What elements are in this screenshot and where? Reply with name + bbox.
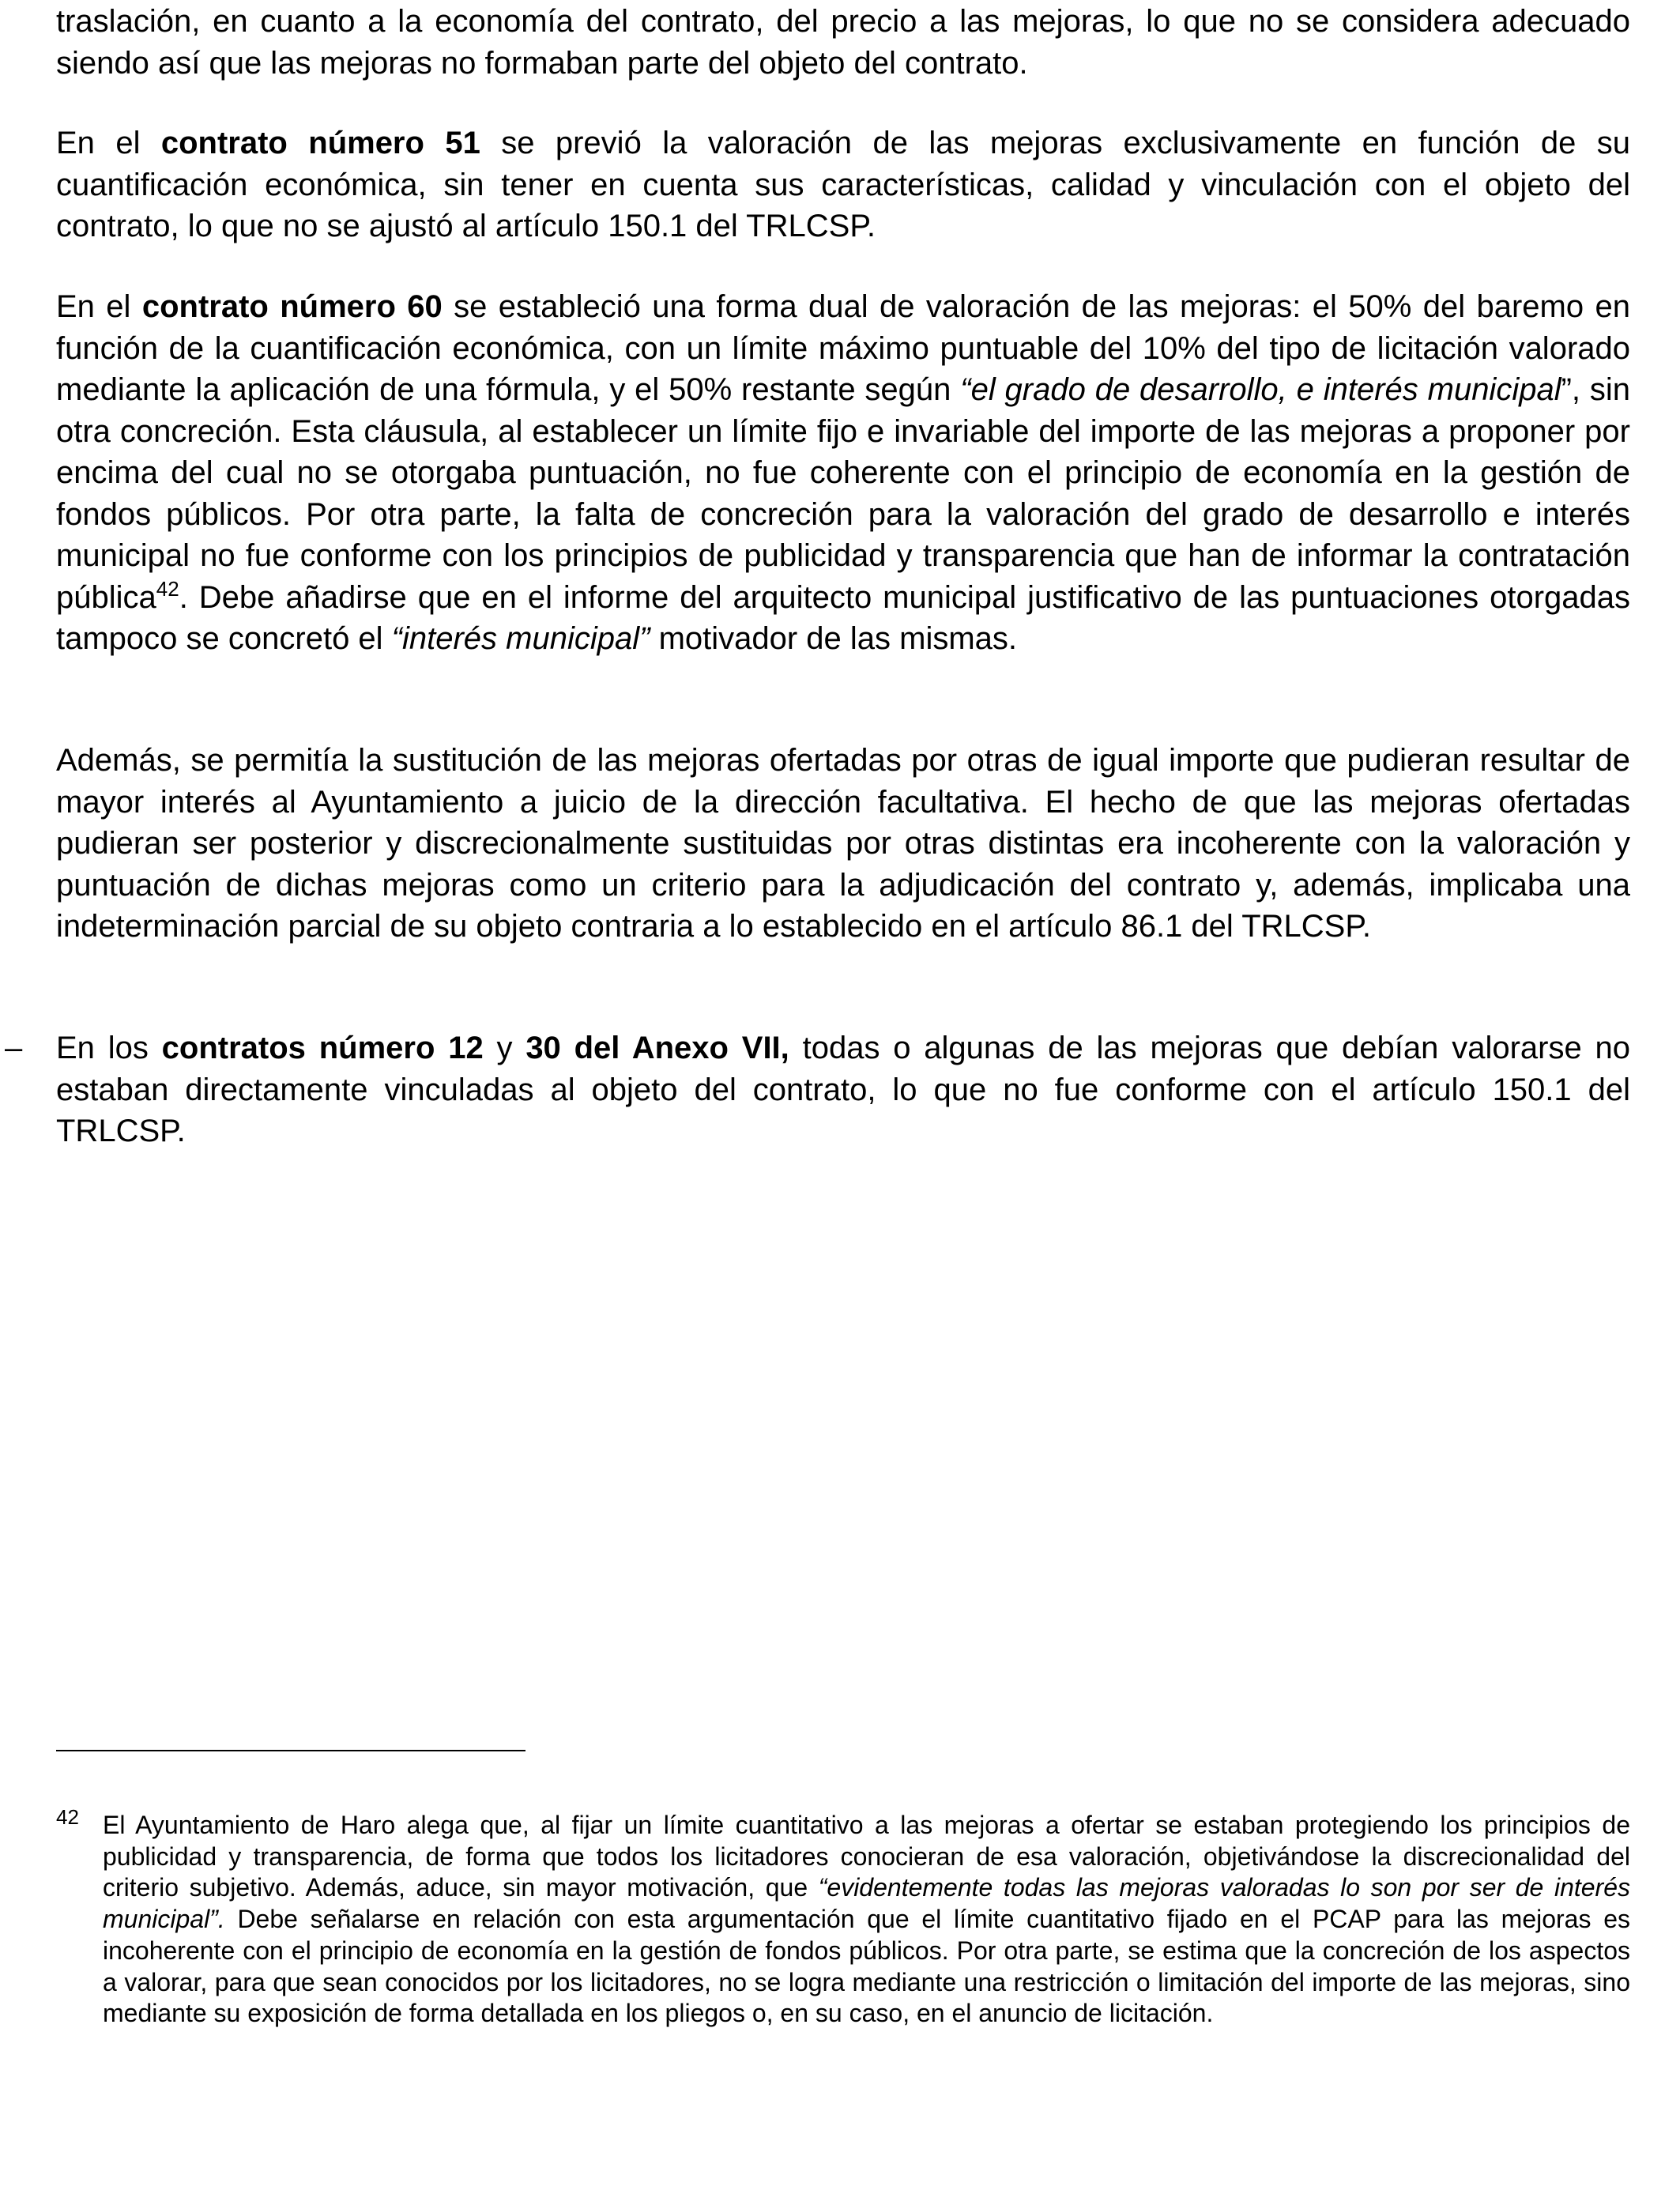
paragraph-text: Además, se permitía la sustitución de las mejoras ofertadas por otras de igual importe que pudieran resultar de mayor interés al Ayuntamiento a juicio de la dirección facultativa. El hecho de que las mejoras ofertadas pudieran ser posterior y discrecionalmente sustituidas por otras distintas era incoherente con la valoración y puntuación de dichas mejoras como un criterio para la adjudicación del contrato y, además, implicaba una indeterminación parcial de su objeto contraria a lo establecido en el artículo 86.1 del TRLCSP.	[56, 743, 1630, 944]
paragraph-contrato-51	[56, 123, 1630, 247]
footnote-reference[interactable]: 42	[156, 576, 179, 601]
text-run: ”, sin otra concreción. Esta cláusula, al establecer un límite fijo e invariable del importe de las mejoras a proponer por encima del cual no se otorgaba puntuación, no fue coherente con el principio de economía en la gestión de fondos públicos. Por otra parte, la falta de concreción para la valoración del grado de desarrollo e interés municipal no fue conforme con los principios de publicidad y transparencia que han de informar la contratación pública	[56, 372, 1631, 615]
paragraph-text: traslación, en cuanto a la economía del contrato, del precio a las mejoras, lo que no se considera adecuado siendo así que las mejoras no formaban parte del objeto del contrato.	[56, 4, 1630, 81]
text-run: Debe señalarse en relación con esta argumentación que el límite cuantitativo fijado en el PCAP para las mejoras es incoherente con el principio de economía en la gestión de fondos públicos. Por otra parte, se estima que la concreción de los aspectos a valorar, para que sean conocidos por los licitadores, no se logra mediante una restricción o limitación del importe de las mejoras, sino mediante su exposición de forma detallada en los pliegos o, en su caso, en el anuncio de licitación.	[103, 1905, 1630, 2028]
paragraph-continuation	[56, 1, 1630, 84]
text-run: El Ayuntamiento de Haro alega que, al fijar un límite cuantitativo a las mejoras a ofertar se estaban protegiendo los principios de publicidad y transparencia, de forma que todos los licitadores conocieran de esa valoración, objetivándose la discrecionalidad del criterio subjetivo. Además, aduce, sin mayor motivación, que	[103, 1811, 1630, 1902]
text-run: y	[483, 1031, 526, 1065]
footnote-separator	[56, 1750, 525, 1751]
bullet-text	[56, 1027, 1630, 1152]
bold-contract-ref: contrato número 51	[160, 126, 480, 160]
text-run: todas o algunas de las mejoras que debían valorarse no estaban directamente vinculadas al objeto del contrato, lo que no fue conforme con el artículo 150.1 del TRLCSP.	[56, 1031, 1631, 1148]
italic-quote: “evidentemente todas las mejoras valoradas lo son por ser de interés municipal”.	[103, 1873, 1631, 1934]
footnote-text	[103, 1810, 1630, 2030]
italic-quote: “el grado de desarrollo, e interés municipal	[960, 372, 1561, 407]
text-run: . Debe añadirse que en el informe del arquitecto municipal justificativo de las puntuaciones otorgadas tampoco se concretó el	[56, 579, 1630, 656]
text-run: En el	[56, 289, 142, 324]
text-run: En los	[56, 1031, 162, 1065]
footnote-number: 42	[56, 1805, 79, 1829]
bold-contract-ref: 30 del Anexo VII,	[525, 1031, 789, 1065]
text-run: se estableció una forma dual de valoración de las mejoras: el 50% del baremo en función de la cuantificación económica, con un límite máximo puntuable del 10% del tipo de licitación valorado mediante la aplicación de una fórmula, y el 50% restante según	[56, 289, 1630, 407]
text-run: se previó la valoración de las mejoras exclusivamente en función de su cuantificación económica, sin tener en cuenta sus características, calidad y vinculación con el objeto del contrato, lo que no se ajustó al artículo 150.1 del TRLCSP.	[56, 126, 1630, 243]
text-run: motivador de las mismas.	[650, 621, 1018, 656]
bold-contract-ref: contratos número 12	[161, 1031, 484, 1065]
bold-contract-ref: contrato número 60	[141, 289, 443, 324]
paragraph-contrato-60	[56, 286, 1630, 660]
dash-bullet-icon: –	[5, 1031, 23, 1065]
text-run: En el	[56, 126, 161, 160]
italic-quote: “interés municipal”	[391, 621, 650, 656]
paragraph-sustitucion	[56, 740, 1630, 948]
